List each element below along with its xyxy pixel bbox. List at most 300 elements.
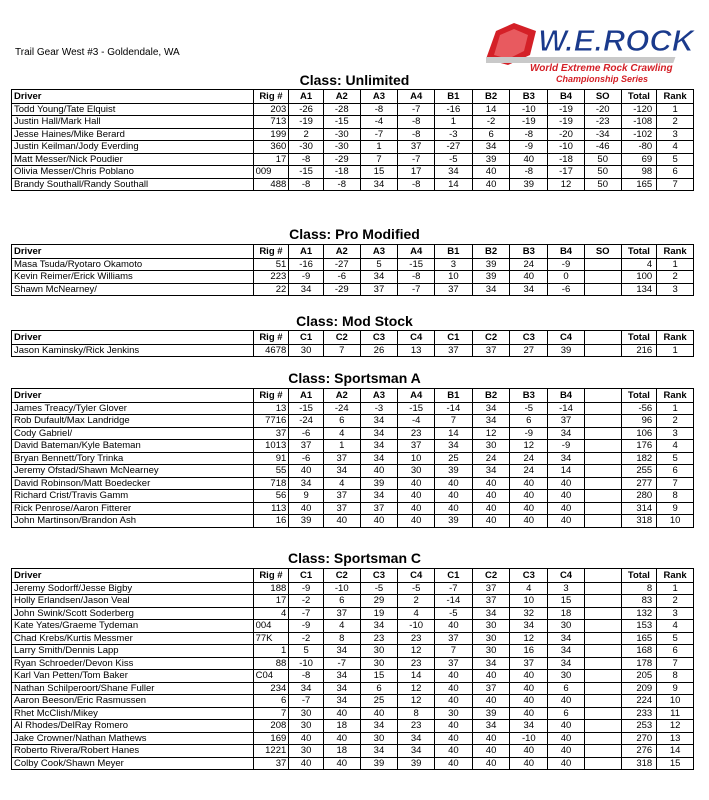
score-cell: 39: [360, 477, 398, 490]
column-header: SO: [584, 245, 621, 259]
rank-cell: 4: [657, 141, 694, 154]
score-cell: 7: [360, 153, 398, 166]
driver-cell: Justin Keilman/Jody Everding: [12, 141, 254, 154]
score-cell: 30: [548, 620, 585, 633]
score-cell: -14: [435, 402, 473, 415]
rig-cell: 234: [253, 682, 289, 695]
score-cell: 34: [435, 440, 473, 453]
score-cell: -6: [323, 271, 360, 284]
column-header: C4: [548, 331, 585, 345]
score-cell: 39: [472, 153, 510, 166]
score-cell: -10: [548, 141, 585, 154]
driver-cell: Masa Tsuda/Ryotaro Okamoto: [12, 258, 254, 271]
total-cell: -102: [621, 128, 657, 141]
total-cell: 253: [621, 720, 657, 733]
score-cell: 40: [472, 178, 510, 191]
score-cell: -17: [548, 166, 585, 179]
score-cell: 34: [323, 645, 360, 658]
score-cell: -8: [398, 271, 435, 284]
rank-cell: 1: [657, 103, 694, 116]
table-row: [12, 757, 694, 770]
score-cell: -30: [289, 141, 324, 154]
total-cell: 318: [621, 515, 657, 528]
total-cell: 165: [621, 178, 657, 191]
rank-cell: 5: [657, 632, 694, 645]
score-cell: [584, 402, 621, 415]
rank-cell: 13: [657, 732, 694, 745]
score-cell: 37: [398, 440, 435, 453]
score-cell: -15: [289, 166, 324, 179]
score-cell: -10: [510, 103, 548, 116]
rank-cell: 2: [657, 271, 694, 284]
driver-cell: John Martinson/Brandon Ash: [12, 515, 254, 528]
score-cell: -19: [510, 116, 548, 129]
rank-cell: 7: [657, 657, 694, 670]
logo-wordmark: W.E.ROCK: [538, 23, 695, 58]
score-cell: 40: [398, 490, 435, 503]
score-cell: 6: [548, 682, 585, 695]
column-header: Driver: [12, 245, 254, 259]
score-cell: 30: [289, 745, 324, 758]
score-cell: -18: [548, 153, 585, 166]
score-cell: 40: [472, 745, 510, 758]
score-cell: 34: [360, 415, 398, 428]
score-cell: 6: [548, 707, 585, 720]
rig-cell: 113: [253, 502, 289, 515]
score-cell: 34: [548, 632, 585, 645]
score-cell: -29: [323, 153, 360, 166]
score-cell: -9: [289, 620, 324, 633]
column-header: B4: [548, 245, 585, 259]
column-header: Rig #: [253, 569, 289, 583]
score-cell: -5: [435, 153, 473, 166]
score-cell: [584, 582, 621, 595]
score-cell: -26: [289, 103, 324, 116]
score-cell: 6: [323, 595, 360, 608]
score-cell: -24: [323, 402, 360, 415]
score-cell: 40: [323, 515, 360, 528]
column-header: A1: [289, 389, 324, 403]
score-cell: [584, 682, 621, 695]
total-cell: 205: [621, 670, 657, 683]
column-header: Total: [621, 389, 657, 403]
score-cell: 34: [510, 720, 548, 733]
rank-cell: 6: [657, 645, 694, 658]
score-cell: 40: [472, 757, 510, 770]
score-cell: 40: [548, 477, 585, 490]
score-cell: -8: [360, 103, 398, 116]
score-cell: 40: [323, 707, 360, 720]
rank-cell: 5: [657, 153, 694, 166]
score-cell: 34: [289, 682, 324, 695]
total-cell: 134: [621, 283, 657, 296]
score-cell: 10: [510, 595, 548, 608]
score-cell: 26: [360, 344, 398, 357]
score-cell: 37: [510, 657, 548, 670]
driver-cell: Kevin Reimer/Erick Williams: [12, 271, 254, 284]
table-row: [12, 502, 694, 515]
score-cell: 40: [548, 745, 585, 758]
total-cell: 314: [621, 502, 657, 515]
rank-cell: 3: [657, 128, 694, 141]
column-header: Rank: [657, 331, 694, 345]
driver-cell: Chad Krebs/Kurtis Messmer: [12, 632, 254, 645]
driver-cell: Roberto Rivera/Robert Hanes: [12, 745, 254, 758]
score-cell: -8: [510, 166, 548, 179]
score-cell: 40: [510, 515, 548, 528]
score-cell: 40: [510, 682, 548, 695]
driver-cell: Larry Smith/Dennis Lapp: [12, 645, 254, 658]
column-header: Rank: [657, 569, 694, 583]
score-cell: -15: [398, 258, 435, 271]
score-cell: [584, 502, 621, 515]
score-cell: -24: [289, 415, 324, 428]
column-header: C3: [510, 569, 548, 583]
score-cell: [584, 344, 621, 357]
score-cell: 40: [360, 465, 398, 478]
score-cell: 40: [472, 166, 510, 179]
column-header: Total: [621, 245, 657, 259]
column-header: Total: [621, 331, 657, 345]
score-cell: [584, 670, 621, 683]
score-cell: -10: [510, 732, 548, 745]
driver-cell: Rob Dufault/Max Landridge: [12, 415, 254, 428]
score-cell: 34: [360, 620, 398, 633]
score-cell: 37: [323, 502, 360, 515]
column-header: C4: [548, 569, 585, 583]
total-cell: 318: [621, 757, 657, 770]
score-cell: -18: [323, 166, 360, 179]
logo-tagline-1: World Extreme Rock Crawling: [530, 63, 673, 74]
score-cell: 40: [548, 732, 585, 745]
score-cell: -15: [398, 402, 435, 415]
score-cell: 34: [360, 178, 398, 191]
score-cell: 40: [289, 757, 324, 770]
total-cell: 132: [621, 607, 657, 620]
total-cell: -80: [621, 141, 657, 154]
column-header: A3: [360, 245, 398, 259]
score-cell: 40: [510, 695, 548, 708]
column-header: B1: [435, 389, 473, 403]
rig-cell: 4678: [253, 344, 289, 357]
score-cell: 34: [548, 427, 585, 440]
driver-cell: Jason Kaminsky/Rick Jenkins: [12, 344, 254, 357]
column-header: Rig #: [253, 245, 289, 259]
rank-cell: 3: [657, 283, 694, 296]
score-cell: -10: [323, 582, 360, 595]
table-row: [12, 745, 694, 758]
score-cell: 34: [360, 427, 398, 440]
driver-cell: Matt Messer/Nick Poudier: [12, 153, 254, 166]
score-cell: 37: [323, 452, 360, 465]
score-cell: 34: [472, 415, 510, 428]
score-cell: [584, 607, 621, 620]
score-cell: -20: [548, 128, 585, 141]
column-header: Driver: [12, 331, 254, 345]
column-header: A2: [323, 245, 360, 259]
score-cell: 37: [548, 415, 585, 428]
score-cell: 14: [435, 178, 473, 191]
score-cell: 6: [360, 682, 398, 695]
column-header: Rank: [657, 245, 694, 259]
score-cell: 50: [584, 178, 621, 191]
driver-cell: Ryan Schroeder/Devon Kiss: [12, 657, 254, 670]
score-cell: 7: [323, 344, 360, 357]
table-row: [12, 732, 694, 745]
column-header: Rig #: [253, 389, 289, 403]
total-cell: 280: [621, 490, 657, 503]
score-cell: 40: [360, 707, 398, 720]
table-header-row: [12, 90, 694, 104]
score-cell: 37: [472, 595, 510, 608]
score-cell: -7: [323, 657, 360, 670]
driver-cell: Holly Erlandsen/Jason Veal: [12, 595, 254, 608]
column-header: C2: [472, 331, 510, 345]
table-header-row: [12, 389, 694, 403]
column-header: Rank: [657, 389, 694, 403]
class-title: Class: Sportsman C: [287, 550, 422, 566]
score-cell: -46: [584, 141, 621, 154]
table-row: [12, 682, 694, 695]
score-cell: 18: [548, 607, 585, 620]
table-row: [12, 595, 694, 608]
column-header: Rig #: [253, 90, 289, 104]
driver-cell: Todd Young/Tate Elquist: [12, 103, 254, 116]
score-cell: 4: [323, 427, 360, 440]
score-cell: 30: [289, 707, 324, 720]
table-row: [12, 116, 694, 129]
score-cell: 4: [323, 477, 360, 490]
rig-cell: 13: [253, 402, 289, 415]
score-cell: -20: [584, 103, 621, 116]
score-cell: 40: [398, 515, 435, 528]
score-cell: 40: [435, 732, 473, 745]
rank-cell: 8: [657, 670, 694, 683]
score-cell: -30: [323, 128, 360, 141]
score-cell: -15: [289, 402, 324, 415]
score-cell: [584, 757, 621, 770]
score-cell: 34: [435, 166, 473, 179]
score-cell: 24: [510, 465, 548, 478]
rank-cell: 1: [657, 344, 694, 357]
results-table: [11, 244, 694, 296]
score-cell: 40: [510, 757, 548, 770]
score-cell: 15: [360, 166, 398, 179]
total-cell: 69: [621, 153, 657, 166]
score-cell: -8: [289, 153, 324, 166]
driver-cell: Justin Hall/Mark Hall: [12, 116, 254, 129]
rank-cell: 15: [657, 757, 694, 770]
total-cell: 224: [621, 695, 657, 708]
table-row: [12, 402, 694, 415]
score-cell: -10: [398, 620, 435, 633]
column-header: Total: [621, 569, 657, 583]
score-cell: 4: [398, 607, 435, 620]
score-cell: -5: [398, 582, 435, 595]
results-table: [11, 89, 694, 191]
score-cell: 34: [323, 670, 360, 683]
score-cell: 40: [510, 271, 548, 284]
score-cell: 1: [360, 141, 398, 154]
total-cell: 106: [621, 427, 657, 440]
total-cell: -56: [621, 402, 657, 415]
score-cell: 34: [472, 283, 510, 296]
column-header: C4: [398, 569, 435, 583]
column-header: Driver: [12, 389, 254, 403]
column-header: C4: [398, 331, 435, 345]
score-cell: 37: [435, 657, 473, 670]
score-cell: -8: [289, 670, 324, 683]
table-row: [12, 415, 694, 428]
score-cell: 40: [360, 515, 398, 528]
score-cell: [584, 258, 621, 271]
score-cell: 34: [289, 283, 324, 296]
score-cell: 19: [360, 607, 398, 620]
rig-cell: 7: [253, 707, 289, 720]
total-cell: -120: [621, 103, 657, 116]
score-cell: 37: [398, 141, 435, 154]
total-cell: 168: [621, 645, 657, 658]
table-header-row: [12, 331, 694, 345]
score-cell: 5: [360, 258, 398, 271]
score-cell: 39: [435, 465, 473, 478]
score-cell: 4: [323, 620, 360, 633]
rig-cell: C04: [253, 670, 289, 683]
table-row: [12, 344, 694, 357]
score-cell: 8: [398, 707, 435, 720]
rank-cell: 14: [657, 745, 694, 758]
table-row: [12, 632, 694, 645]
score-cell: 34: [360, 745, 398, 758]
total-cell: 83: [621, 595, 657, 608]
score-cell: -8: [398, 178, 435, 191]
score-cell: [584, 283, 621, 296]
results-table: [11, 568, 694, 770]
score-cell: -19: [548, 116, 585, 129]
column-header: A1: [289, 245, 324, 259]
score-cell: 40: [435, 695, 473, 708]
score-cell: -8: [398, 116, 435, 129]
score-cell: 0: [548, 271, 585, 284]
column-header: A4: [398, 90, 435, 104]
rig-cell: 1: [253, 645, 289, 658]
rank-cell: 8: [657, 490, 694, 503]
score-cell: -7: [398, 153, 435, 166]
score-cell: 40: [289, 502, 324, 515]
score-cell: [584, 632, 621, 645]
rig-cell: 55: [253, 465, 289, 478]
driver-cell: David Bateman/Kyle Bateman: [12, 440, 254, 453]
score-cell: 39: [510, 178, 548, 191]
score-cell: [584, 515, 621, 528]
table-row: [12, 128, 694, 141]
column-header: A3: [360, 90, 398, 104]
score-cell: 13: [398, 344, 435, 357]
score-cell: -9: [548, 258, 585, 271]
logo-tagline-2: Championship Series: [556, 74, 649, 84]
score-cell: 30: [360, 645, 398, 658]
rank-cell: 7: [657, 477, 694, 490]
total-cell: 4: [621, 258, 657, 271]
score-cell: 40: [435, 620, 473, 633]
column-header: B2: [472, 389, 510, 403]
score-cell: 12: [398, 645, 435, 658]
score-cell: [584, 695, 621, 708]
column-header: C1: [435, 331, 473, 345]
score-cell: 2: [289, 128, 324, 141]
score-cell: 34: [472, 720, 510, 733]
rank-cell: 7: [657, 178, 694, 191]
score-cell: 40: [323, 757, 360, 770]
score-cell: 40: [510, 477, 548, 490]
score-cell: -23: [584, 116, 621, 129]
score-cell: 40: [472, 502, 510, 515]
rig-cell: 77K: [253, 632, 289, 645]
table-row: [12, 452, 694, 465]
score-cell: 8: [323, 632, 360, 645]
score-cell: 40: [472, 515, 510, 528]
score-cell: 40: [435, 477, 473, 490]
score-cell: 30: [398, 465, 435, 478]
total-cell: 8: [621, 582, 657, 595]
score-cell: -16: [435, 103, 473, 116]
total-cell: 178: [621, 657, 657, 670]
column-header: Driver: [12, 90, 254, 104]
column-header: B2: [472, 90, 510, 104]
score-cell: [584, 465, 621, 478]
score-cell: [584, 452, 621, 465]
column-header: B4: [548, 90, 585, 104]
class-title: Class: Pro Modified: [289, 226, 420, 242]
score-cell: 34: [398, 732, 435, 745]
score-cell: 23: [398, 720, 435, 733]
score-cell: 30: [360, 657, 398, 670]
column-header: Total: [621, 90, 657, 104]
rank-cell: 10: [657, 515, 694, 528]
score-cell: 1: [323, 440, 360, 453]
driver-cell: Olivia Messer/Chris Poblano: [12, 166, 254, 179]
score-cell: 40: [548, 490, 585, 503]
score-cell: [584, 657, 621, 670]
score-cell: -6: [289, 427, 324, 440]
total-cell: 98: [621, 166, 657, 179]
score-cell: 25: [435, 452, 473, 465]
score-cell: 34: [360, 490, 398, 503]
column-header: [584, 569, 621, 583]
score-cell: [584, 732, 621, 745]
column-header: A2: [323, 90, 360, 104]
column-header: A2: [323, 389, 360, 403]
column-header: B3: [510, 245, 548, 259]
driver-cell: Al Rhodes/DelRay Romero: [12, 720, 254, 733]
score-cell: -10: [289, 657, 324, 670]
column-header: SO: [584, 90, 621, 104]
rig-cell: 208: [253, 720, 289, 733]
score-cell: [584, 595, 621, 608]
column-header: C2: [323, 569, 360, 583]
score-cell: 4: [510, 582, 548, 595]
score-cell: 15: [548, 595, 585, 608]
rig-cell: 37: [253, 427, 289, 440]
score-cell: -4: [360, 116, 398, 129]
driver-cell: Jesse Haines/Mike Berard: [12, 128, 254, 141]
score-cell: -27: [323, 258, 360, 271]
score-cell: -19: [548, 103, 585, 116]
score-cell: 34: [323, 465, 360, 478]
table-row: [12, 271, 694, 284]
rank-cell: 1: [657, 402, 694, 415]
score-cell: 34: [548, 645, 585, 658]
